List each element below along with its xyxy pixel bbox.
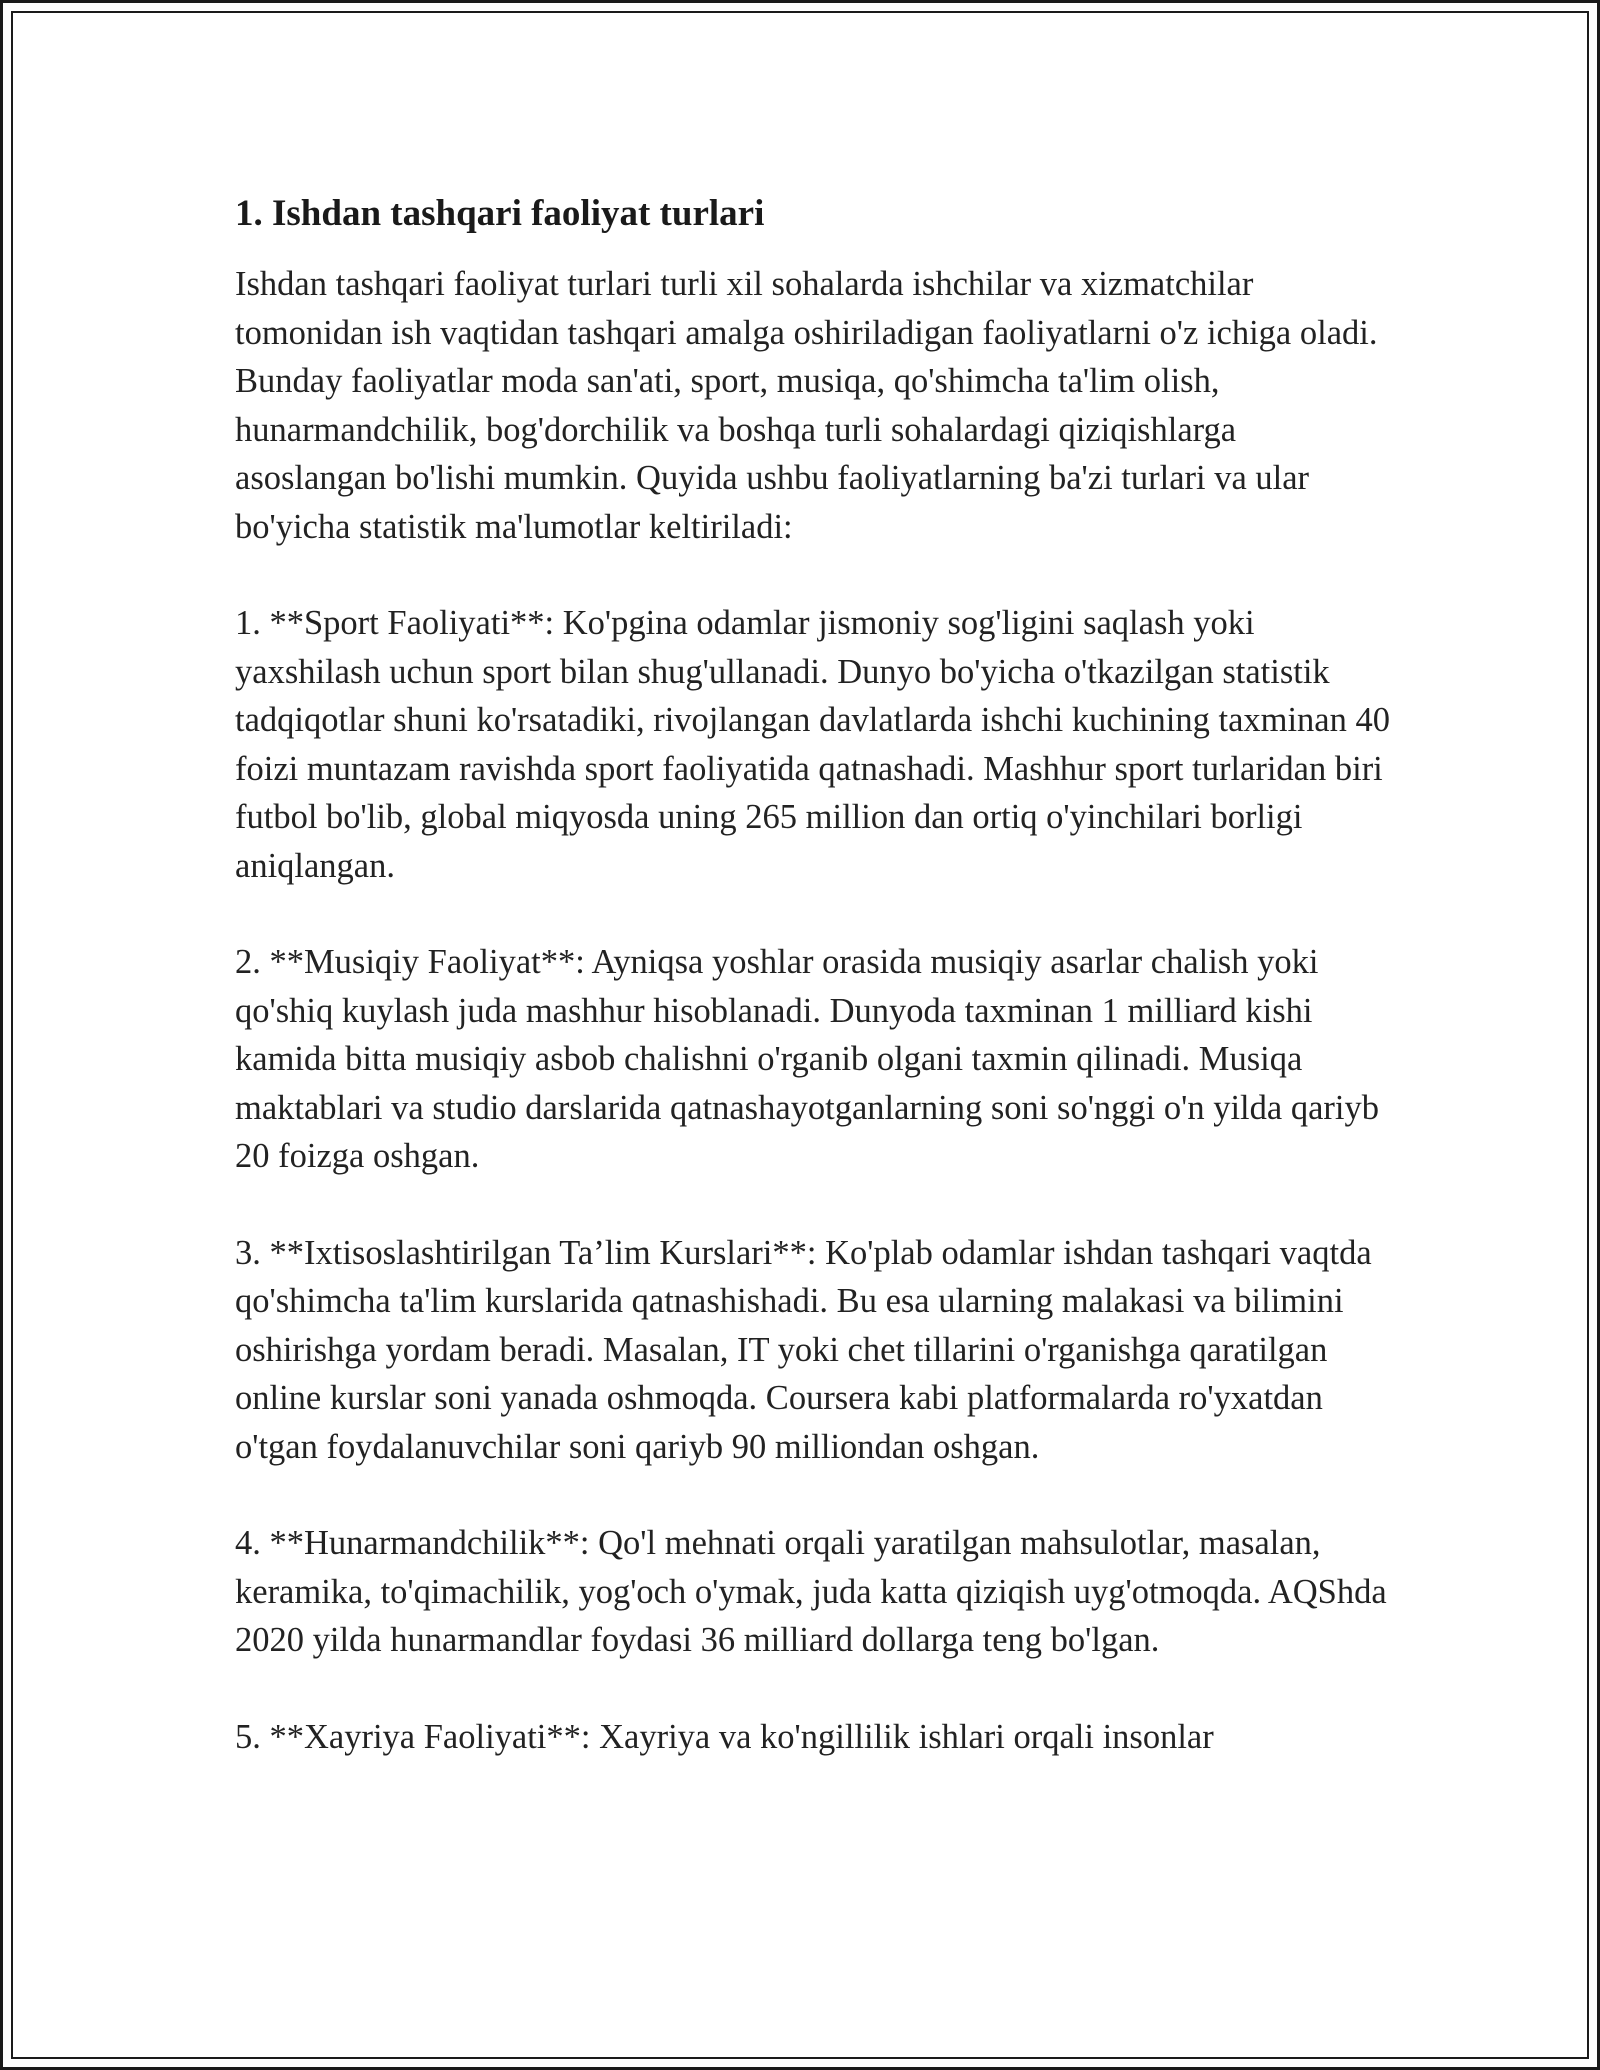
education-paragraph: 3. **Ixtisoslashtirilgan Ta’lim Kurslari**: Ko'plab odamlar ishdan tashqari vaqtda qo'shimcha ta'lim kurslarida qatnashishadi. Bu esa ularning malakasi va bilimini oshirishga yordam beradi. Masalan, IT yoki chet tillarini o'rganishga qaratilgan online kurslar soni yanada oshmoqda. Coursera kabi platformalarda ro'yxatdan o'tgan foydalanuvchilar soni qariyb 90 milliondan oshgan. [235,1233,1372,1466]
music-paragraph: 2. **Musiqiy Faoliyat**: Ayniqsa yoshlar orasida musiqiy asarlar chalish yoki qo'shiq kuylash juda mashhur hisoblanadi. Dunyoda taxminan 1 milliard kishi kamida bitta musiqiy asbob chalishni o'rganib olgani taxmin qilinadi. Musiqa maktablari va studio darslarida qatnashayotganlarning soni so'nggi o'n yilda qariyb 20 foizga oshgan. [235,943,1379,1175]
sport-paragraph: 1. **Sport Faoliyati**: Ko'pgina odamlar jismoniy sog'ligini saqlash yoki yaxshilash uchun sport bilan shug'ullanadi. Dunyo bo'yicha o'tkazilgan statistik tadqiqotlar shuni ko'rsatadiki, rivojlangan davlatlarda ishchi kuchining taxminan 40 foizi muntazam ravishda sport faoliyatida qatnashadi. Mashhur sport turlaridan biri futbol bo'lib, global miqyosda uning 265 million dan ortiq o'yinchilari borligi aniqlangan. [235,604,1390,885]
charity-paragraph: 5. **Xayriya Faoliyati**: Xayriya va ko'ngillilik ishlari orqali insonlar [235,1717,1214,1756]
section-title: 1. Ishdan tashqari faoliyat turlari [235,193,765,234]
intro-paragraph: Ishdan tashqari faoliyat turlari turli xil sohalarda ishchilar va xizmatchilar tomonidan ish vaqtidan tashqari amalga oshiriladigan faoliyatlarni o'z ichiga oladi. Bunday faoliyatlar moda san'ati, sport, musiqa, qo'shimcha ta'lim olish, hunarmandchilik, bog'dorchilik va boshqa turli sohalardagi qiziqishlarga asoslangan bo'lishi mumkin. Quyida ushbu faoliyatlarning ba'zi turlari va ular bo'yicha statistik ma'lumotlar keltiriladi: [235,265,1378,546]
document-body [235,186,1395,1809]
crafts-paragraph: 4. **Hunarmandchilik**: Qo'l mehnati orqali yaratilgan mahsulotlar, masalan, keramika, to'qimachilik, yog'och o'ymak, juda katta qiziqish uyg'otmoqda. AQShda 2020 yilda hunarmandlar foydasi 36 milliard dollarga teng bo'lgan. [235,1524,1387,1659]
